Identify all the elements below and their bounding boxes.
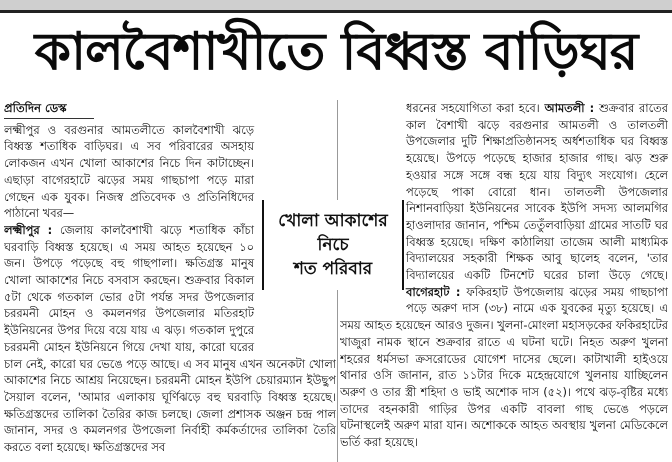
right-paragraph-1a-text: ধরনের সহযোগিতা করা হবে।: [406, 101, 545, 115]
top-band: [0, 0, 672, 10]
right-paragraph-1b-text: শুক্রবার রাতের কাল বৈশাখী ঝড়ে বরগুনার আমতলী ও তালতলী উপজেলার দুটি শিক্ষাপ্রতিষ্ঠানসহ অর্ধশতাধিক ঘর বিধ্বস্ত হয়েছে। উপড়ে পড়েছে হাজার হাজার গাছ। ঝড় শুরু হওয়ার সঙ্গে সঙ্গে বন্ধ হয়ে যায় বিদ্যুৎ সংযোগ। হেলে পড়েছে পাকা বোরো ধান। তালতলী উপজেলার নিশানবাড়িয়া ইউনিয়নের সাবেক ইউপি সদস্য আলমগির হাওলাদার জানান, পশ্চিম তেতুঁলবাড়িয়া গ্রামের সাতটি ঘর বিধ্বস্ত হয়েছে। দক্ষিণ কাঠালিয়া তাজেম আলী মাধ্যমিক বিদ্যালয়ের সহকারী শিক্ষক আবু ছালেহ বলেন, 'তার বিদ্যালয়ের একটি টিনশেট ঘরের চালা উড়ে গেছে।: [406, 101, 668, 283]
top-rule: [0, 10, 672, 13]
lakshmipur-lead: লক্ষ্মীপুর :: [4, 222, 53, 237]
left-paragraph-1-text: লক্ষ্মীপুর ও বরগুনার আমতলীতে কালবৈশাখী ঝড়ে বিধ্বস্ত শতাধিক বাড়িঘর। এ সব পরিবারের অসহায় লোকজন এখন খোলা আকাশের নিচে দিন কাটাচ্ছেন। এছাড়া বাগেরহাটে ঝড়ের সময় গাছচাপা পড়ে মারা গেছেন এক যুবক। নিজস্ব প্রতিবেদক ও প্রতিনিধিদের পাঠানো খবর—: [4, 122, 254, 221]
right-paragraph-2-text: ফকিরহাট উপজেলায় ঝড়ের সময় গাছচাপা পড়ে অরুণ দাস (৩৮) নামে এক যুবকের মৃত্যু হয়েছে। এ সময় আহত হয়েছেন আরও দুজন। খুলনা-মোংলা মহাসড়কের ফকিরহাটের খাজুরা নামক স্থানে শুক্রবার রাতে এ ঘটনা ঘটে। নিহত অরুণ খুলনা শহরের ধর্মসভা ক্রসরোডের যোগেশ দাসের ছেলে। কাটাখালী হাইওয়ে থানার ওসি জানান, রাত ১১টার দিকে মহেন্দ্রযোগে খুলনায় যাচ্ছিলেন অরুণ ও তার স্ত্রী শহিদা ও ভাই অশোক দাস (৫২)। পথে ঝড়-বৃষ্টির মধ্যে তাদের বহনকারী গাড়ির উপর একটি বাবলা গাছ ভেঙে পড়লে ঘটনাস্থলেই অরুণ মারা যান। অশোককে আহত অবস্থায় খুলনা মেডিকেলে ভর্তি করা হয়েছে।: [340, 284, 668, 450]
pull-quote: [262, 200, 404, 290]
left-paragraph-2-text: জেলায় কালবৈশাখী ঝড়ে শতাধিক কাঁচা ঘরবাড়ি বিধ্বস্ত হয়েছে। এ সময় আহত হয়েছেন ১০ জন। উপড়ে পড়েছে বহু গাছপালা। ক্ষতিগ্রস্ত মানুষ খোলা আকাশের নিচে বসবাস করছেন। শুক্রবার বিকাল ৫টা থেকে গতকাল ভোর ৫টা পর্যন্ত সদর উপজেলার চররমনী মোহন ও কমলনগর উপজেলার মতিরহাট ইউনিয়নের উপর দিয়ে বয়ে যায় এ ঝড়। গতকাল দুপুরে চররমনী মোহন ইউনিয়নে গিয়ে দেখা যায়, কারো ঘরের চাল নেই, কারো ঘর ভেঙে পড়ে আছে। এ সব মানুষ এখন অনেকটা খোলা আকাশের নিচে আশ্রয় নিয়েছেন। চররমনী মোহন ইউপি চেয়ারম্যান ইউছুপ সৈয়াল বলেন, 'আমার এলাকায় ঘূর্ণিঝড়ে বহু ঘরবাড়ি বিধ্বস্ত হয়েছে। ক্ষতিগ্রস্তদের তালিকা তৈরির কাজ চলছে। জেলা প্রশাসক অঞ্জন চন্দ্র পাল জানান, সদর ও কমলনগর উপজেলা নির্বাহী কর্মকর্তাদের তালিকা তৈরি করতে বলা হয়েছে। ক্ষতিগ্রস্তদের সব: [4, 222, 336, 455]
headline: কালবৈশাখীতে বিধ্বস্ত বাড়িঘর: [34, 22, 638, 82]
pull-quote-line-1: খোলা আকাশের নিচে: [278, 211, 388, 255]
bagerhat-lead: বাগেরহাট :: [406, 284, 461, 299]
byline-rule: [4, 118, 94, 119]
amtali-lead: আমতলী :: [544, 101, 595, 115]
pull-quote-line-2: শত পরিবার: [293, 259, 373, 279]
byline: প্রতিদিন ডেস্ক: [4, 101, 67, 115]
